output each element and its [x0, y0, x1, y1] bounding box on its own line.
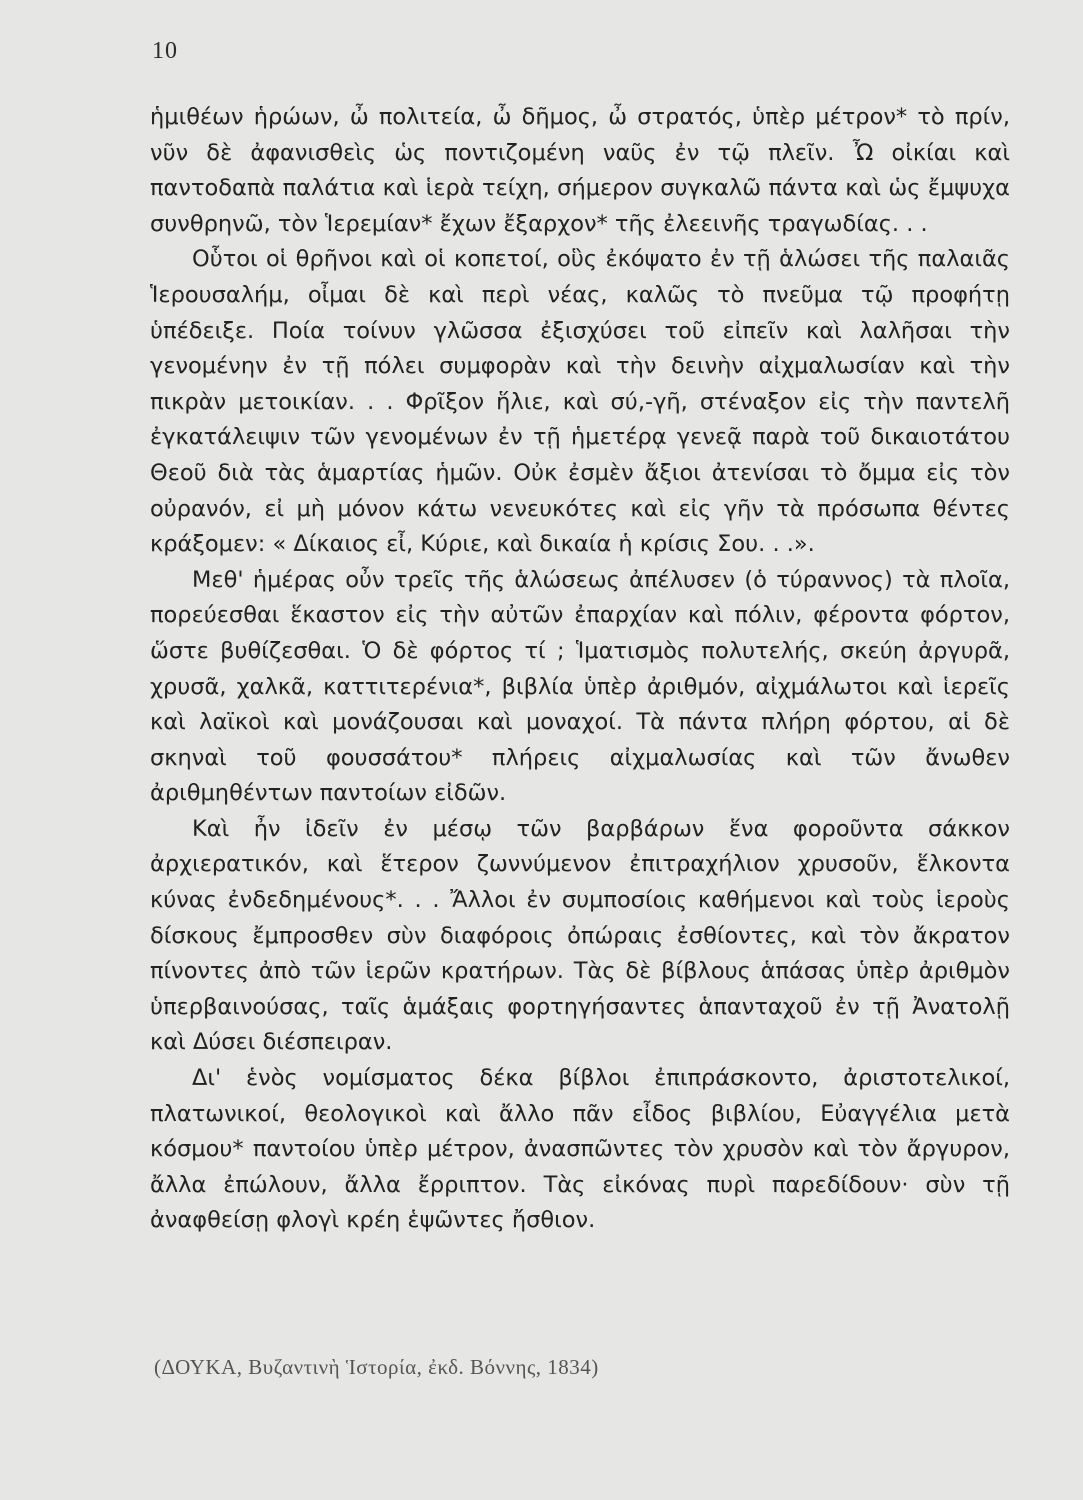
paragraph-5: Δι' ἑνὸς νομίσματος δέκα βίβλοι ἐπιπράσκοντο, ἀριστοτελικοί, πλατωνικοί, θεολογικοὶ καὶ ἄλλο πᾶν εἶδος βιβλίου, Εὐαγγέλια μετὰ κόσμου* παντοίου ὑπὲρ μέτρον, ἀνασπῶντες τὸν χρυσὸν καὶ τὸν ἄργυρον, ἄλλα ἐπώλουν, ἄλλα ἔρριπτον. Τὰς εἰκόνας πυρὶ παρεδίδουν· σὺν τῇ ἀναφθείσῃ φλογὶ κρέη ἑψῶντες ἤσθιον.	[150, 1065, 1010, 1234]
page-number: 10	[152, 38, 178, 64]
source-citation: (ΔΟΥΚΑ, Βυζαντινὴ Ἱστορία, ἐκδ. Βόννης, 1834)	[154, 1355, 599, 1379]
paragraph-2: Οὗτοι οἱ θρῆνοι καὶ οἱ κοπετοί, οὓς ἐκόψατο ἐν τῇ ἁλώσει τῆς παλαιᾶς Ἱερουσαλήμ, οἶμαι δὲ καὶ περὶ νέας, καλῶς τὸ πνεῦμα τῷ προφήτῃ ὑπέδειξε. Ποία τοίνυν γλῶσσα ἐξισχύσει τοῦ εἰπεῖν καὶ λαλῆσαι τὴν γενομένην ἐν τῇ πόλει συμφορὰν καὶ τὴν δεινὴν αἰχμαλωσίαν καὶ τὴν πικρὰν μετοικίαν. . . Φρῖξον ἥλιε, καὶ σύ,-γῆ, στέναξον εἰς τὴν παντελῆ ἐγκατάλειψιν τῶν γενομένων ἐν τῇ ἡμετέρᾳ γενεᾷ παρὰ τοῦ δικαιοτάτου Θεοῦ διὰ τὰς ἁμαρτίας ἡμῶν. Οὐκ ἐσμὲν ἄξιοι ἀτενίσαι τὸ ὄμμα εἰς τὸν οὐρανόν, εἰ μὴ μόνον κάτω νενευκότες καὶ εἰς γῆν τὰ πρόσωπα θέντες κράξομεν: « Δίκαιος εἶ, Κύριε, καὶ δικαία ἡ κρίσις Σου. . .».	[150, 246, 1010, 558]
paragraph-3: Μεθ' ἡμέρας οὖν τρεῖς τῆς ἁλώσεως ἀπέλυσεν (ὁ τύραννος) τὰ πλοῖα, πορεύεσθαι ἕκαστον εἰς τὴν αὐτῶν ἐπαρχίαν καὶ πόλιν, φέροντα φόρτον, ὥστε βυθίζεσθαι. Ὁ δὲ φόρτος τί ; Ἱματισμὸς πολυτελής, σκεύη ἀργυρᾶ, χρυσᾶ, χαλκᾶ, καττιτερένια*, βιβλία ὑπὲρ ἀριθμόν, αἰχμάλωτοι καὶ ἱερεῖς καὶ λαϊκοὶ καὶ μονάζουσαι καὶ μοναχοί. Τὰ πάντα πλήρη φόρτου, αἱ δὲ σκηναὶ τοῦ φουσσάτου* πλήρεις αἰχμαλωσίας καὶ τῶν ἄνωθεν ἀριθμηθέντων παντοίων εἰδῶν.	[150, 566, 1010, 807]
paragraph-4: Καὶ ἦν ἰδεῖν ἐν μέσῳ τῶν βαρβάρων ἕνα φοροῦντα σάκκον ἀρχιερατικόν, καὶ ἕτερον ζωννύμενον ἐπιτραχήλιον χρυσοῦν, ἕλκοντα κύνας ἐνδεδημένους*. . . Ἄλλοι ἐν συμποσίοις καθήμενοι καὶ τοὺς ἱεροὺς δίσκους ἔμπροσθεν σὺν διαφόροις ὀπώραις ἐσθίοντες, καὶ τὸν ἄκρατον πίνοντες ἀπὸ τῶν ἱερῶν κρατήρων. Τὰς δὲ βίβλους ἁπάσας ὑπὲρ ἀριθμὸν ὑπερβαινούσας, ταῖς ἁμάξαις φορτηγήσαντες ἁπανταχοῦ ἐν τῇ Ἀνατολῇ καὶ Δύσει διέσπειραν.	[150, 815, 1010, 1056]
main-text	[150, 100, 1010, 1239]
paragraph-1: ἡμιθέων ἡρώων, ὦ πολιτεία, ὦ δῆμος, ὦ στρατός, ὑπὲρ μέτρον* τὸ πρίν, νῦν δὲ ἀφανισθεὶς ὡς ποντιζομένη ναῦς ἐν τῷ πλεῖν. Ὦ οἰκίαι καὶ παντοδαπὰ παλάτια καὶ ἱερὰ τείχη, σήμερον συγκαλῶ πάντα καὶ ὡς ἔμψυχα συνθρηνῶ, τὸν Ἱερεμίαν* ἔχων ἔξαρχον* τῆς ἐλεεινῆς τραγωδίας. . .	[150, 104, 1010, 237]
